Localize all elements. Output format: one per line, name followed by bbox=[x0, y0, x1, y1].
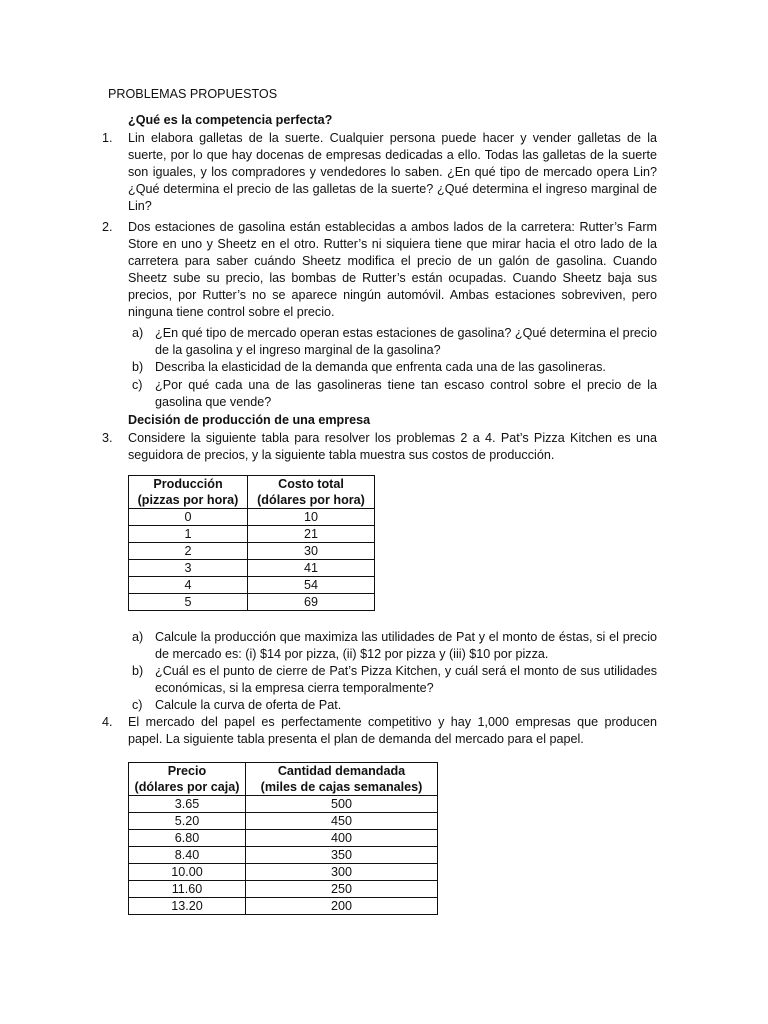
table-cell: 5 bbox=[129, 594, 248, 611]
table-cell: 41 bbox=[248, 560, 375, 577]
col-header: Producción (pizzas por hora) bbox=[129, 476, 248, 509]
subquestion bbox=[132, 325, 657, 359]
problem-3 bbox=[102, 430, 657, 464]
sub-label: a) bbox=[132, 326, 144, 340]
table-cell: 69 bbox=[248, 594, 375, 611]
problem-number: 1. bbox=[102, 131, 113, 145]
sub-label: c) bbox=[132, 378, 143, 392]
problem-text: Considere la siguiente tabla para resolver los problemas 2 a 4. Pat’s Pizza Kitchen es una seguidora de precios, y la siguiente tabla muestra sus costos de producción. bbox=[128, 431, 657, 462]
sub-text: ¿Cuál es el punto de cierre de Pat’s Pizza Kitchen, y cuál será el monto de sus utilidades económicas, si la empresa cierra temporalmente? bbox=[155, 664, 657, 695]
problem-4 bbox=[102, 714, 657, 748]
table-row bbox=[129, 830, 438, 847]
sub-text: Calcule la curva de oferta de Pat. bbox=[155, 698, 342, 712]
table-cell: 30 bbox=[248, 543, 375, 560]
table-row bbox=[129, 796, 438, 813]
document-title: PROBLEMAS PROPUESTOS bbox=[108, 87, 278, 101]
col-header: Costo total (dólares por hora) bbox=[248, 476, 375, 509]
table-cell: 250 bbox=[246, 881, 438, 898]
subquestion bbox=[132, 663, 657, 697]
table-row bbox=[129, 813, 438, 830]
sub-text: Calcule la producción que maximiza las utilidades de Pat y el monto de éstas, si el precio de mercado es: (i) $14 por pizza, (ii) $12 por pizza y (iii) $10 por pizza. bbox=[155, 630, 657, 661]
table-cell: 8.40 bbox=[129, 847, 246, 864]
table-cell: 54 bbox=[248, 577, 375, 594]
cost-table bbox=[128, 475, 375, 611]
problem-number: 3. bbox=[102, 431, 113, 445]
table-row bbox=[129, 864, 438, 881]
col-header: Precio (dólares por caja) bbox=[129, 763, 246, 796]
section-heading: ¿Qué es la competencia perfecta? bbox=[128, 113, 333, 127]
table-row bbox=[129, 509, 375, 526]
table-cell: 11.60 bbox=[129, 881, 246, 898]
table-row bbox=[129, 594, 375, 611]
problem-number: 4. bbox=[102, 715, 113, 729]
problem-text: Dos estaciones de gasolina están establecidas a ambos lados de la carretera: Rutter’s Farm Store en uno y Sheetz en el otro. Rutter’s ni siquiera tiene que mirar hacia el otro lado de la carretera para saber cuándo Sheetz modifica el precio de un galón de gasolina. Cuando Sheetz sube su precio, las bombas de Rutter’s están ocupadas. Cuando Sheetz baja sus precios, por Rutter’s no se aparece ningún automóvil. Ambas estaciones sobreviven, pero ninguna tiene control sobre el precio. bbox=[128, 220, 657, 319]
table-row bbox=[129, 898, 438, 915]
section-heading: Decisión de producción de una empresa bbox=[128, 413, 371, 427]
problem-1 bbox=[102, 130, 657, 215]
table-cell: 10 bbox=[248, 509, 375, 526]
sub-text: Describa la elasticidad de la demanda que enfrenta cada una de las gasolineras. bbox=[155, 360, 606, 374]
table-cell: 450 bbox=[246, 813, 438, 830]
table-row bbox=[129, 526, 375, 543]
problem-text: El mercado del papel es perfectamente competitivo y hay 1,000 empresas que producen papel. La siguiente tabla presenta el plan de demanda del mercado para el papel. bbox=[128, 715, 657, 746]
table-cell: 5.20 bbox=[129, 813, 246, 830]
table-row bbox=[129, 577, 375, 594]
problem-number: 2. bbox=[102, 220, 113, 234]
table-cell: 0 bbox=[129, 509, 248, 526]
table-row bbox=[129, 560, 375, 577]
problem-2 bbox=[102, 219, 657, 321]
sub-text: ¿En qué tipo de mercado operan estas estaciones de gasolina? ¿Qué determina el precio de la gasolina y el ingreso marginal de la gasolina? bbox=[155, 326, 657, 357]
col-header: Cantidad demandada (miles de cajas semanales) bbox=[246, 763, 438, 796]
table-cell: 6.80 bbox=[129, 830, 246, 847]
table-cell: 4 bbox=[129, 577, 248, 594]
table-cell: 1 bbox=[129, 526, 248, 543]
table-cell: 2 bbox=[129, 543, 248, 560]
demand-table bbox=[128, 762, 438, 915]
table-cell: 3.65 bbox=[129, 796, 246, 813]
subquestion bbox=[132, 359, 657, 376]
table-cell: 10.00 bbox=[129, 864, 246, 881]
table-cell: 21 bbox=[248, 526, 375, 543]
problem-text: Lin elabora galletas de la suerte. Cualquier persona puede hacer y vender galletas de la suerte, por lo que hay docenas de empresas dedicadas a ello. Todas las galletas de la suerte son iguales, y los compradores y vendedores lo saben. ¿En qué tipo de mercado opera Lin? ¿Qué determina el precio de las galletas de la suerte? ¿Qué determina el ingreso marginal de Lin? bbox=[128, 131, 657, 213]
subquestion bbox=[132, 377, 657, 411]
table-row bbox=[129, 881, 438, 898]
sub-label: b) bbox=[132, 360, 144, 374]
table-cell: 500 bbox=[246, 796, 438, 813]
subquestion bbox=[132, 629, 657, 663]
sub-label: b) bbox=[132, 664, 144, 678]
table-cell: 13.20 bbox=[129, 898, 246, 915]
sub-label: c) bbox=[132, 698, 143, 712]
table-cell: 3 bbox=[129, 560, 248, 577]
table-cell: 350 bbox=[246, 847, 438, 864]
table-cell: 300 bbox=[246, 864, 438, 881]
subquestion bbox=[132, 697, 657, 714]
table-cell: 200 bbox=[246, 898, 438, 915]
table-cell: 400 bbox=[246, 830, 438, 847]
sub-text: ¿Por qué cada una de las gasolineras tiene tan escaso control sobre el precio de la gasolina que vende? bbox=[155, 378, 657, 409]
table-row bbox=[129, 543, 375, 560]
sub-label: a) bbox=[132, 630, 144, 644]
table-row bbox=[129, 847, 438, 864]
